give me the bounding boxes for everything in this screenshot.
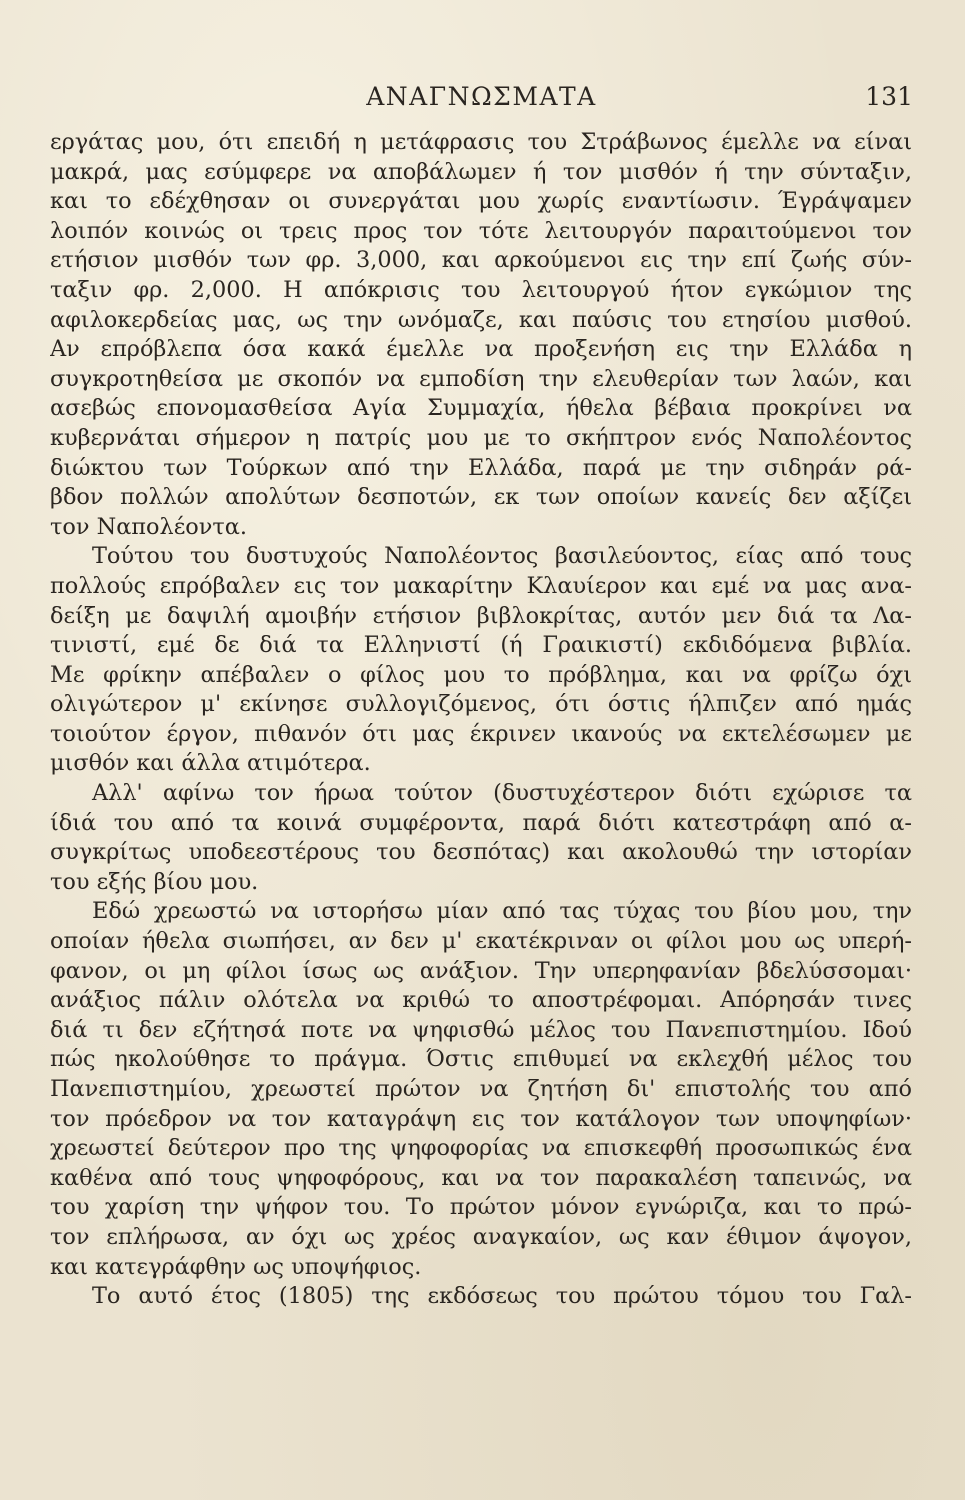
text-line: ετήσιον μισθόν των φρ. 3,000, και αρκούμενοι εις την επί ζωής σύν-: [50, 247, 912, 274]
text-line: ασεβώς επονομασθείσα Αγία Συμμαχία, ήθελα βέβαια προκρίνει να: [50, 395, 912, 422]
running-title: ΑΝΑΓΝΩΣΜΑΤΑ: [366, 82, 597, 111]
text-line: ταξιν φρ. 2,000. Η απόκρισις του λειτουργού ήτον εγκώμιον της: [50, 276, 912, 303]
text-line: και το εδέχθησαν οι συνεργάται μου χωρίς εναντίωσιν. Έγράψαμεν: [50, 188, 912, 215]
text-line: αφιλοκερδείας μας, ως την ωνόμαζε, και παύσις του ετησίου μισθού.: [50, 306, 912, 333]
text-line: χρεωστεί δεύτερον προ της ψηφοφορίας να επισκεφθή προσωπικώς ένα: [50, 1135, 912, 1162]
text-line: ολιγώτερον μ' εκίνησε συλλογιζόμενος, ότι όστις ήλπιζεν από ημάς: [50, 691, 912, 718]
text-line: Το αυτό έτος (1805) της εκδόσεως του πρώτου τόμου του Γαλ-: [92, 1283, 912, 1310]
text-line: λοιπόν κοινώς οι τρεις προς τον τότε λειτουργόν παραιτούμενοι τον: [50, 217, 912, 244]
text-line: εργάτας μου, ότι επειδή η μετάφρασις του Στράβωνος έμελλε να είναι: [50, 129, 912, 155]
text-line: του χαρίση την ψήφον του. Το πρώτον μόνον εγνώριζα, και το πρώ-: [50, 1194, 912, 1221]
text-line: Με φρίκην απέβαλεν ο φίλος μου το πρόβλημα, και να φρίζω όχι: [50, 661, 912, 688]
running-head: [50, 82, 913, 114]
text-line: δείξη με δαψιλή αμοιβήν ετήσιον βιβλοκρίτας, αυτόν μεν διά τα Λα-: [50, 602, 912, 629]
page-number: 131: [865, 82, 913, 111]
text-line: κυβερνάται σήμερον η πατρίς μου με το σκήπτρον ενός Ναπολέοντος: [50, 424, 912, 451]
text-line: πολλούς επρόβαλεν εις τον μακαρίτην Κλαυίερον και εμέ να μας ανα-: [50, 572, 912, 599]
text-line: ίδιά του από τα κοινά συμφέροντα, παρά διότι κατεστράφη από α-: [50, 809, 912, 836]
text-line: τινιστί, εμέ δε διά τα Ελληνιστί (ή Γραικιστί) εκδιδόμενα βιβλία.: [50, 632, 912, 659]
text-line: Εδώ χρεωστώ να ιστορήσω μίαν από τας τύχας του βίου μου, την: [92, 898, 912, 925]
text-line: φανον, οι μη φίλοι ίσως ως ανάξιον. Την υπερηφανίαν βδελύσσομαι·: [50, 957, 912, 984]
text-line: οποίαν ήθελα σιωπήσει, αν δεν μ' εκατέκριναν οι φίλοι μου ως υπερή-: [50, 928, 912, 955]
text-line: διά τι δεν εζήτησά ποτε να ψηφισθώ μέλος του Πανεπιστημίου. Ιδού: [50, 1016, 912, 1043]
text-line: μακρά, μας εσύμφερε να αποβάλωμεν ή τον μισθόν ή την σύνταξιν,: [50, 158, 912, 185]
text-line: μισθόν και άλλα ατιμότερα.: [50, 750, 371, 777]
text-line: τον Ναπολέοντα.: [50, 513, 248, 540]
text-line: καθένα από τους ψηφοφόρους, και να τον παρακαλέση ταπεινώς, να: [50, 1164, 912, 1191]
text-line: τον επλήρωσα, αν όχι ως χρέος αναγκαίον, ως καν έθιμον άψογον,: [50, 1223, 912, 1250]
text-line: βδον πολλών απολύτων δεσποτών, εκ των οποίων κανείς δεν αξίζει: [50, 484, 912, 511]
text-line: του εξής βίου μου.: [50, 868, 259, 895]
text-line: Αλλ' αφίνω τον ήρωα τούτον (δυστυχέστερον διότι εχώρισε τα: [92, 780, 912, 807]
text-line: τοιούτον έργον, πιθανόν ότι μας έκρινεν ικανούς να εκτελέσωμεν με: [50, 720, 912, 747]
text-line: συγκρίτως υποδεεστέρους του δεσπότας) και ακολουθώ την ιστορίαν: [50, 839, 912, 866]
text-line: Τούτου του δυστυχούς Ναπολέοντος βασιλεύοντος, είας από τους: [92, 543, 912, 570]
text-line: πώς ηκολούθησε το πράγμα. Όστις επιθυμεί να εκλεχθή μέλος του: [50, 1046, 912, 1073]
text-line: ανάξιος πάλιν ολότελα να κριθώ το αποστρέφομαι. Απόρησάν τινες: [50, 987, 912, 1014]
text-line: διώκτου των Τούρκων από την Ελλάδα, παρά με την σιδηράν ρά-: [50, 454, 912, 481]
text-line: και κατεγράφθην ως υποψήφιος.: [50, 1253, 422, 1280]
text-line: Πανεπιστημίου, χρεωστεί πρώτον να ζητήση δι' επιστολής του από: [50, 1076, 912, 1102]
text-line: τον πρόεδρον να τον καταγράψη εις τον κατάλογον των υποψηφίων·: [50, 1105, 912, 1132]
body-text: [50, 128, 912, 1312]
text-line: συγκροτηθείσα με σκοπόν να εμποδίση την ελευθερίαν των λαών, και: [50, 365, 912, 392]
text-line: Αν επρόβλεπα όσα κακά έμελλε να προξενήση εις την Ελλάδα η: [50, 336, 912, 363]
